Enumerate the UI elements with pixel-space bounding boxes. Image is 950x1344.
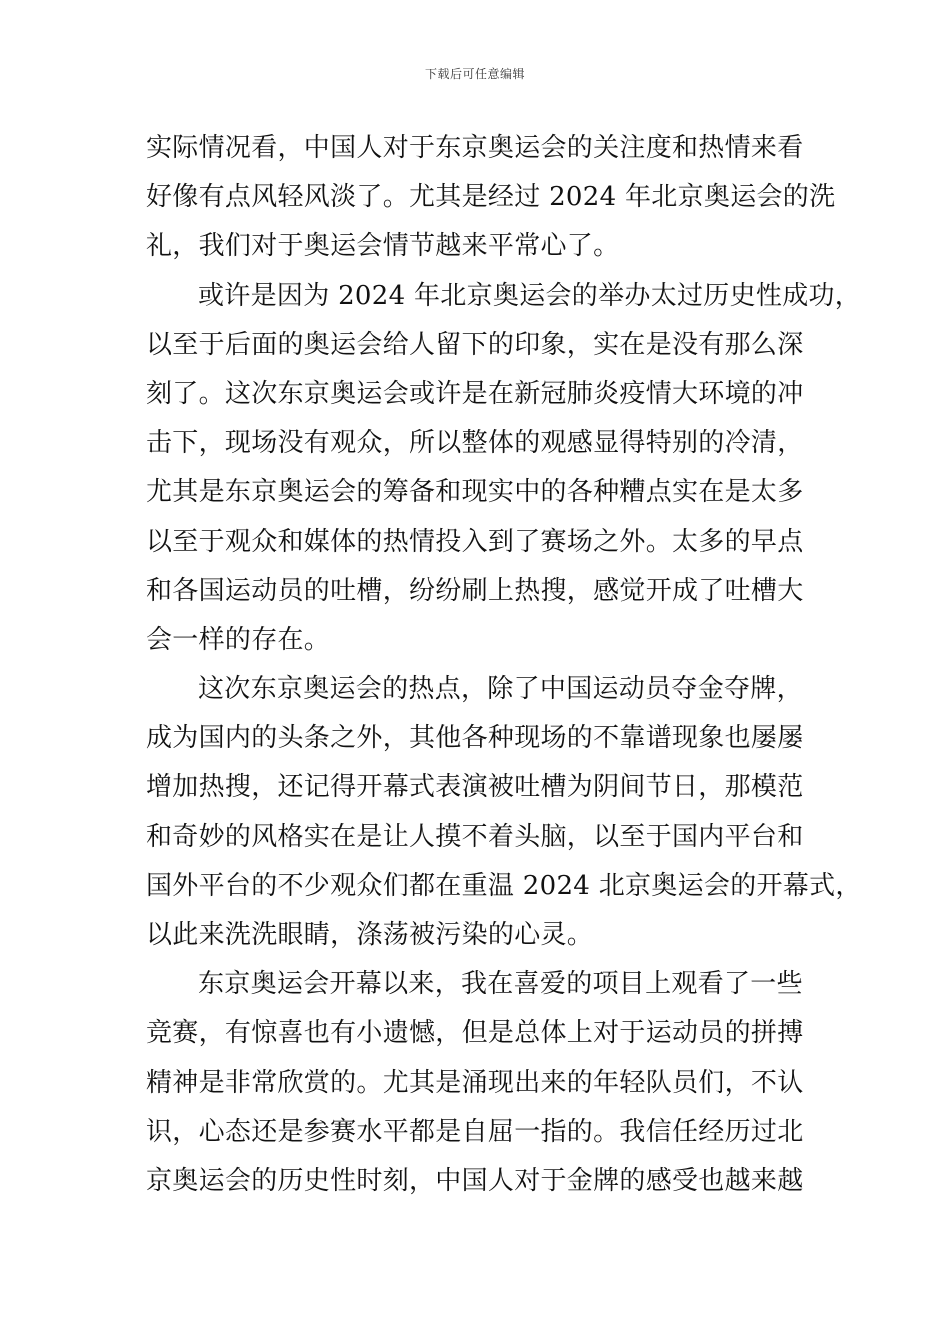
text-line: 竞赛，有惊喜也有小遗憾，但是总体上对于运动员的拼搏 (146, 1018, 804, 1049)
text-line: 击下，现场没有观众，所以整体的观感显得特别的冷清， (146, 428, 804, 459)
text-line: 和各国运动员的吐槽，纷纷刷上热搜，感觉开成了吐槽大 (146, 575, 804, 606)
text-line: 成为国内的头条之外，其他各种现场的不靠谱现象也屡屡 (146, 723, 804, 754)
paragraph (146, 960, 826, 1206)
text-line: 刻了。这次东京奥运会或许是在新冠肺炎疫情大环境的冲 (146, 378, 804, 409)
paragraph (146, 124, 836, 272)
text-line: 和奇妙的风格实在是让人摸不着头脑，以至于国内平台和 (146, 821, 804, 852)
text-line: 尤其是东京奥运会的筹备和现实中的各种糟点实在是太多 (146, 477, 804, 508)
text-line: 以至于后面的奥运会给人留下的印象，实在是没有那么深 (146, 329, 804, 360)
text-line: 实际情况看，中国人对于东京奥运会的关注度和热情来看 (146, 133, 804, 163)
text-line: 礼，我们对于奥运会情节越来平常心了。 (146, 231, 620, 262)
document-body (146, 124, 862, 1206)
text-line: 精神是非常欣赏的。尤其是涌现出来的年轻队员们，不认 (146, 1067, 804, 1098)
text-line: 会一样的存在。 (146, 624, 331, 655)
text-line: 东京奥运会开幕以来，我在喜爱的项目上观看了一些 (198, 969, 803, 1000)
text-line: 这次东京奥运会的热点，除了中国运动员夺金夺牌， (198, 674, 803, 705)
text-line: 以此来洗洗眼睛，涤荡被污染的心灵。 (146, 920, 594, 950)
paragraph (146, 272, 862, 666)
page-header: 下载后可任意编辑 (424, 67, 525, 81)
text-line: 好像有点风轻风淡了。尤其是经过 2024 年北京奥运会的洗 (146, 182, 836, 213)
text-line: 京奥运会的历史性时刻，中国人对于金牌的感受也越来越 (146, 1165, 804, 1196)
text-line: 以至于观众和媒体的热情投入到了赛场之外。太多的早点 (146, 526, 804, 557)
text-line: 识，心态还是参赛水平都是自屈一指的。我信任经历过北 (146, 1116, 804, 1147)
text-line: 或许是因为 2024 年北京奥运会的举办太过历史性成功， (198, 280, 862, 311)
paragraph (146, 665, 862, 960)
text-line: 国外平台的不少观众们都在重温 2024 北京奥运会的开幕式， (146, 870, 862, 901)
text-line: 增加热搜，还记得开幕式表演被吐槽为阴间节日，那模范 (146, 772, 804, 803)
